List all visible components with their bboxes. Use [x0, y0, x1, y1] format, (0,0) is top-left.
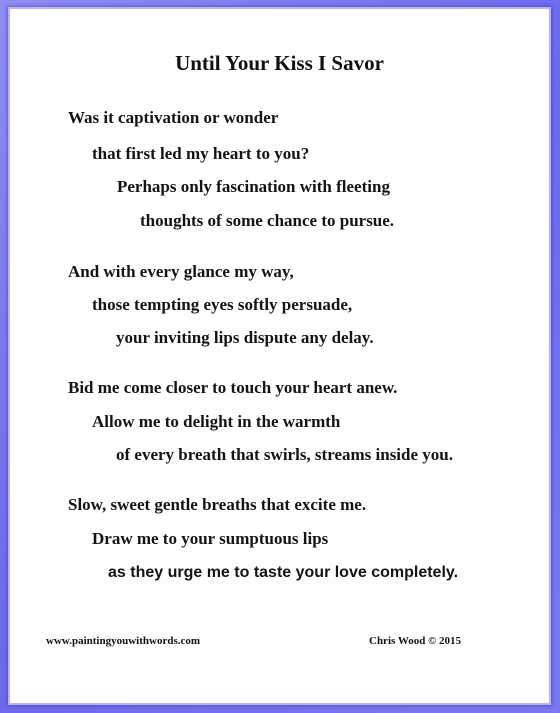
copyright-notice: Chris Wood © 2015	[369, 635, 462, 647]
poem-line: your inviting lips dispute any delay.	[116, 328, 374, 347]
poem-line: as they urge me to taste your love completely.	[108, 564, 459, 581]
poem-line: Draw me to your sumptuous lips	[92, 529, 329, 548]
poem-line: Allow me to delight in the warmth	[92, 412, 341, 431]
poem-page	[8, 7, 551, 705]
poem-line: of every breath that swirls, streams inside you.	[116, 445, 453, 464]
poem-line: Perhaps only fascination with fleeting	[117, 177, 390, 196]
website-credit: www.paintingyouwithwords.com	[46, 635, 201, 647]
poem-line: those tempting eyes softly persuade,	[92, 295, 353, 314]
poem-line: thoughts of some chance to pursue.	[140, 211, 395, 230]
poem-line: that first led my heart to you?	[92, 144, 310, 163]
poem-line: Slow, sweet gentle breaths that excite me.	[68, 495, 367, 514]
poem-title: Until Your Kiss I Savor	[175, 51, 384, 75]
poem-line: Was it captivation or wonder	[68, 108, 279, 127]
poem-line: And with every glance my way,	[68, 262, 294, 281]
poem-line: Bid me come closer to touch your heart anew.	[68, 378, 398, 397]
